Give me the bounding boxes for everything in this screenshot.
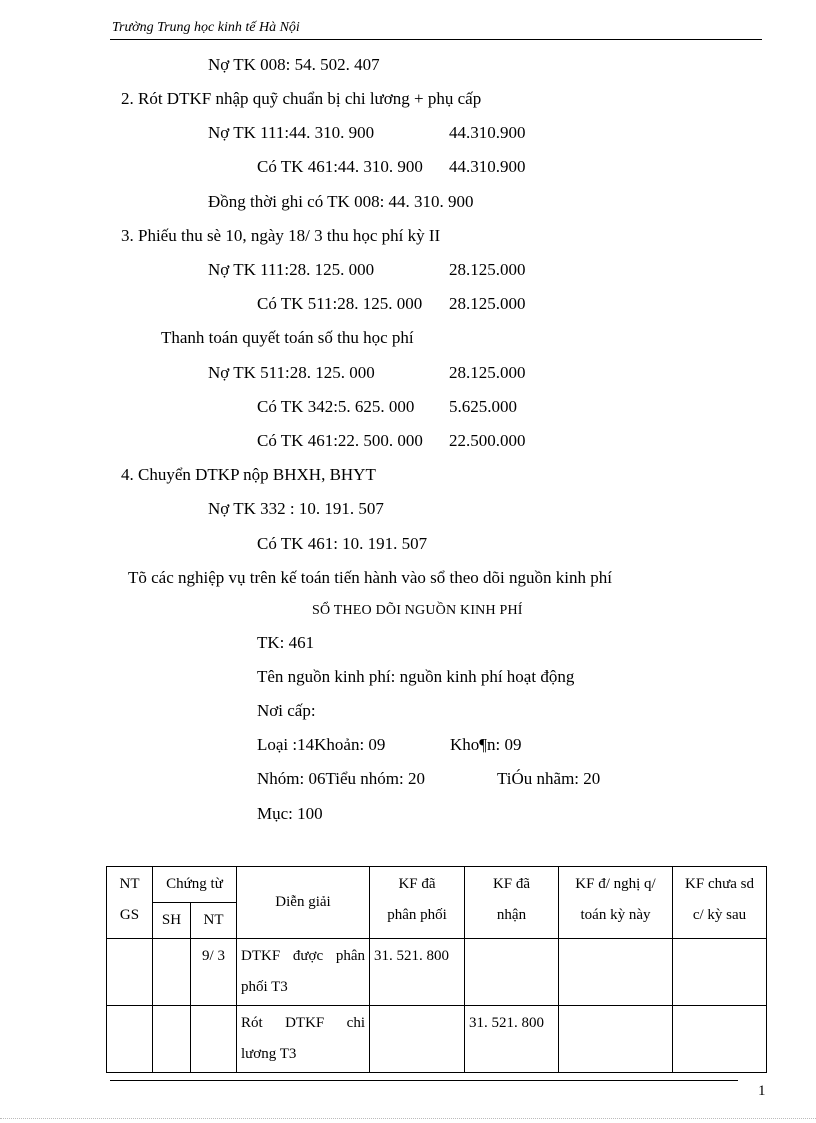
entry-line: Thanh toán quyết toán số thu học phí (161, 328, 414, 347)
book-muc: Mục: 100 (257, 804, 323, 823)
entry-amount: 28.125.000 (449, 363, 526, 382)
cell-nt (191, 1006, 237, 1073)
table-header-row (107, 867, 767, 903)
book-tk: TK: 461 (257, 633, 315, 652)
book-loai: Loại :14Khoản: 09 (257, 735, 386, 754)
header-ntgs-line1: NT (119, 876, 140, 892)
entry-amount: 22.500.000 (449, 431, 526, 450)
section-heading: 4. Chuyển DTKP nộp BHXH, BHYT (121, 465, 376, 484)
cell-sh (153, 939, 191, 1006)
book-issuer: Nơi cấp: (257, 701, 316, 720)
header-ntgs-line2: GS (119, 907, 140, 923)
header-school: Trường Trung học kinh tế Hà Nội (112, 20, 300, 35)
cell-ntgs (107, 1006, 153, 1073)
header-kf-chua-line2: c/ kỳ sau (692, 907, 747, 923)
table-row (107, 939, 767, 1006)
section-heading: 3. Phiếu thu sè 10, ngày 18/ 3 thu học phí kỳ II (121, 226, 441, 245)
section-heading: 2. Rót DTKF nhập quỹ chuẩn bị chi lương + phụ cấp (121, 89, 482, 108)
page-number: 1 (758, 1083, 766, 1099)
book-title: SỔ THEO DÕI NGUỒN KINH PHÍ (312, 603, 523, 618)
entry-line: Có TK 461:44. 310. 900 (257, 157, 423, 176)
book-khoan: Kho¶n: 09 (450, 735, 522, 754)
header-chung-tu: Chứng từ (153, 867, 237, 903)
cell-kf-pp: 31. 521. 800 (370, 939, 465, 1006)
header-kf-chua-sd (673, 867, 767, 939)
entry-line: Có TK 461:22. 500. 000 (257, 431, 423, 450)
entry-amount: 5.625.000 (449, 397, 517, 416)
book-tieu-nhom: TiÓu nhãm: 20 (497, 769, 601, 788)
cell-kf-dn (559, 1006, 673, 1073)
intro-line: Tõ các nghiệp vụ trên kế toán tiến hành vào sổ theo dõi nguồn kinh phí (128, 568, 612, 587)
entry-amount: 44.310.900 (449, 157, 526, 176)
header-kf-chua-line1: KF chưa sd (685, 876, 754, 892)
cell-ntgs (107, 939, 153, 1006)
cell-sh (153, 1006, 191, 1073)
header-kf-pp-line2: phân phối (387, 907, 447, 923)
book-nhom: Nhóm: 06Tiểu nhóm: 20 (257, 769, 425, 788)
footer-rule (110, 1080, 738, 1081)
entry-amount: 28.125.000 (449, 294, 526, 313)
header-kf-dn-line2: toán kỳ này (580, 907, 651, 923)
entry-line: Có TK 342:5. 625. 000 (257, 397, 415, 416)
entry-line: Nợ TK 111:44. 310. 900 (208, 123, 375, 142)
header-kf-dn-line1: KF đ/ nghị q/ (575, 876, 656, 892)
entry-line: Có TK 461: 10. 191. 507 (257, 534, 428, 553)
cell-kf-chua (673, 1006, 767, 1073)
header-sh: SH (153, 903, 191, 939)
header-kf-nhan (465, 867, 559, 939)
cell-kf-chua (673, 939, 767, 1006)
cell-kf-pp (370, 1006, 465, 1073)
table-row (107, 1006, 767, 1073)
cell-desc: Rót DTKF chi lương T3 (237, 1006, 370, 1073)
cell-kf-nhan: 31. 521. 800 (465, 1006, 559, 1073)
entry-line: Đồng thời ghi có TK 008: 44. 310. 900 (208, 192, 474, 211)
book-source: Tên nguồn kinh phí: nguồn kinh phí hoạt động (257, 667, 575, 686)
header-dien-giai: Diễn giải (237, 867, 370, 939)
entry-amount: 44.310.900 (449, 123, 526, 142)
entry-line: Nợ TK 111:28. 125. 000 (208, 260, 375, 279)
header-rule (110, 39, 762, 40)
cell-kf-dn (559, 939, 673, 1006)
entry-line: Nợ TK 511:28. 125. 000 (208, 363, 375, 382)
header-kf-nhan-line2: nhận (496, 907, 527, 923)
header-kf-de-nghi (559, 867, 673, 939)
page-bottom-border (0, 1118, 816, 1119)
header-ntgs (107, 867, 153, 939)
ledger-table (106, 866, 767, 1073)
header-kf-nhan-line1: KF đã (492, 876, 531, 892)
cell-nt: 9/ 3 (191, 939, 237, 1006)
header-nt: NT (191, 903, 237, 939)
header-kf-pp-line1: KF đã (398, 876, 436, 892)
cell-kf-nhan (465, 939, 559, 1006)
entry-line: Nợ TK 332 : 10. 191. 507 (208, 499, 384, 518)
header-kf-phan-phoi (370, 867, 465, 939)
entry-line: Có TK 511:28. 125. 000 (257, 294, 423, 313)
entry-amount: 28.125.000 (449, 260, 526, 279)
cell-desc: DTKF được phân phối T3 (237, 939, 370, 1006)
entry-line: Nợ TK 008: 54. 502. 407 (208, 55, 380, 74)
